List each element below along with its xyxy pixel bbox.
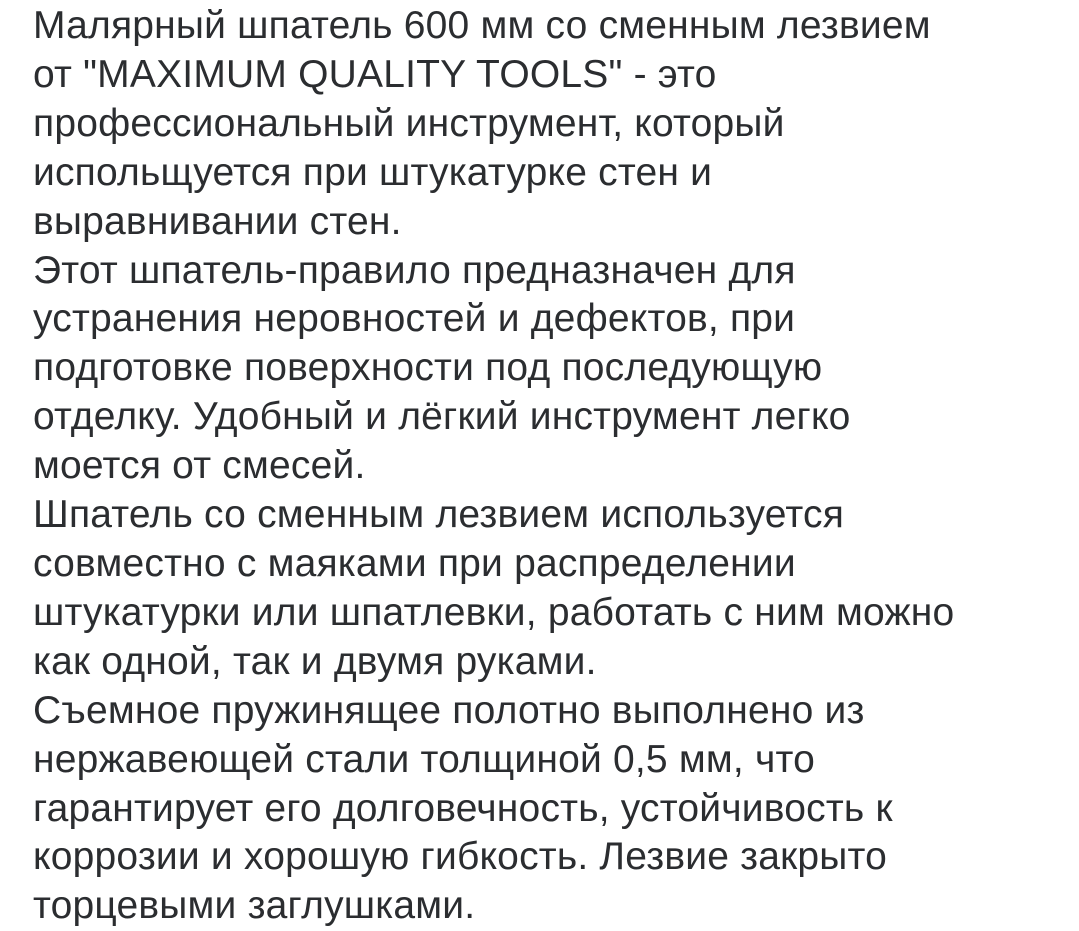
description-paragraph-intro — [33, 2, 1049, 247]
text-line: отделку. Удобный и лёгкий инструмент легко — [33, 395, 851, 439]
text-line: профессиональный инструмент, который — [33, 101, 785, 145]
text-line: гарантирует его долговечность, устойчивость к — [33, 786, 893, 830]
text-line: как одной, так и двумя руками. — [33, 639, 597, 683]
text-line: нержавеющей стали толщиной 0,5 мм, что — [33, 737, 815, 781]
description-paragraph-purpose — [33, 247, 1049, 492]
text-line: от "MAXIMUM QUALITY TOOLS" - это — [33, 52, 717, 96]
description-paragraph-blade — [33, 687, 1049, 931]
text-line: Съемное пружинящее полотно выполнено из — [33, 688, 865, 732]
text-line: моется от смесей. — [33, 444, 366, 488]
text-line: испольщуется при штукатурке стен и — [33, 150, 713, 194]
text-line: выравнивании стен. — [33, 199, 402, 243]
text-line: Малярный шпатель 600 мм со сменным лезвием — [33, 4, 931, 47]
description-paragraph-usage — [33, 491, 1049, 687]
text-line: штукатурки или шпатлевки, работать с ним можно — [33, 590, 955, 634]
text-line: коррозии и хорошую гибкость. Лезвие закрыто — [33, 835, 888, 879]
text-line: совместно с маяками при распределении — [33, 541, 796, 585]
text-line: Шпатель со сменным лезвием используется — [33, 493, 845, 537]
text-line: Этот шпатель-правило предназначен для — [33, 248, 796, 292]
text-line: торцевыми заглушками. — [33, 884, 476, 928]
text-line: подготовке поверхности под последующую — [33, 346, 823, 390]
text-line: устранения неровностей и дефектов, при — [33, 297, 796, 341]
